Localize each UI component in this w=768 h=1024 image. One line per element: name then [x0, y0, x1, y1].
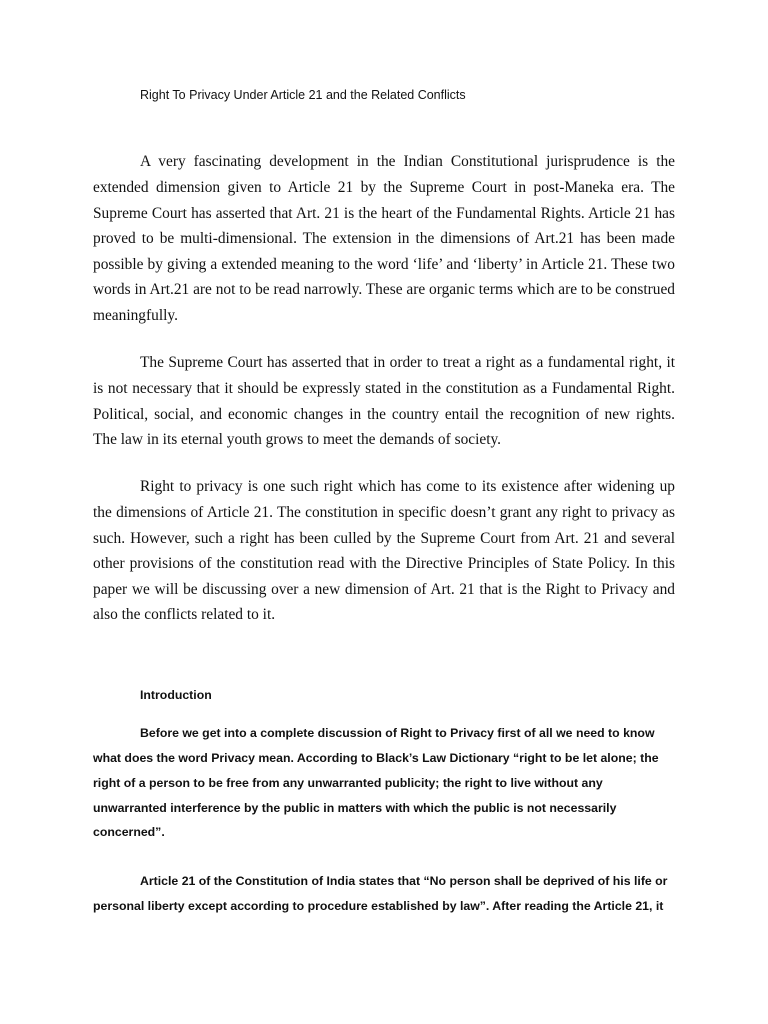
body-paragraph-3: Right to privacy is one such right which has come to its existence after widening up the dimensions of Article 21. The constitution in specific doesn’t grant any right to privacy as such. However, such a right has been culled by the Supreme Court from Art. 21 and several other provisions of the constitution read with the Directive Principles of State Policy. In this paper we will be discussing over a new dimension of Art. 21 that is the Right to Privacy and also the conflicts related to it. [93, 478, 675, 624]
body-paragraph-2: The Supreme Court has asserted that in order to treat a right as a fundamental right, it is not necessary that it should be expressly stated in the constitution as a Fundamental Right. Political, social, and economic changes in the country entail the recognition of new rights. The law in its eternal youth grows to meet the demands of society. [93, 354, 675, 449]
body-paragraph-1: A very fascinating development in the Indian Constitutional jurisprudence is the extended dimension given to Article 21 by the Supreme Court in post-Maneka era. The Supreme Court has asserted that Art. 21 is the heart of the Fundamental Rights. Article 21 has proved to be multi-dimensional. The extension in the dimensions of Art.21 has been made possible by giving a extended meaning to the word ‘life’ and ‘liberty’ in Article 21. These two words in Art.21 are not to be read narrowly. These are organic terms which are to be construed meaningfully. [93, 153, 675, 324]
introduction-heading: Introduction [140, 688, 212, 702]
introduction-paragraph-2: Article 21 of the Constitution of India states that “No person shall be deprived of his life or personal liberty except according to procedure established by law”. After reading the Article 21, it [93, 874, 668, 914]
document-title: Right To Privacy Under Article 21 and the Related Conflicts [140, 88, 466, 102]
introduction-paragraph-1: Before we get into a complete discussion of Right to Privacy first of all we need to know what does the word Privacy mean. According to Black’s Law Dictionary “right to be let alone; the right of a person to be free from any unwarranted publicity; the right to live without any unwarranted interference by the public in matters with which the public is not necessarily concerned”. [93, 726, 659, 840]
